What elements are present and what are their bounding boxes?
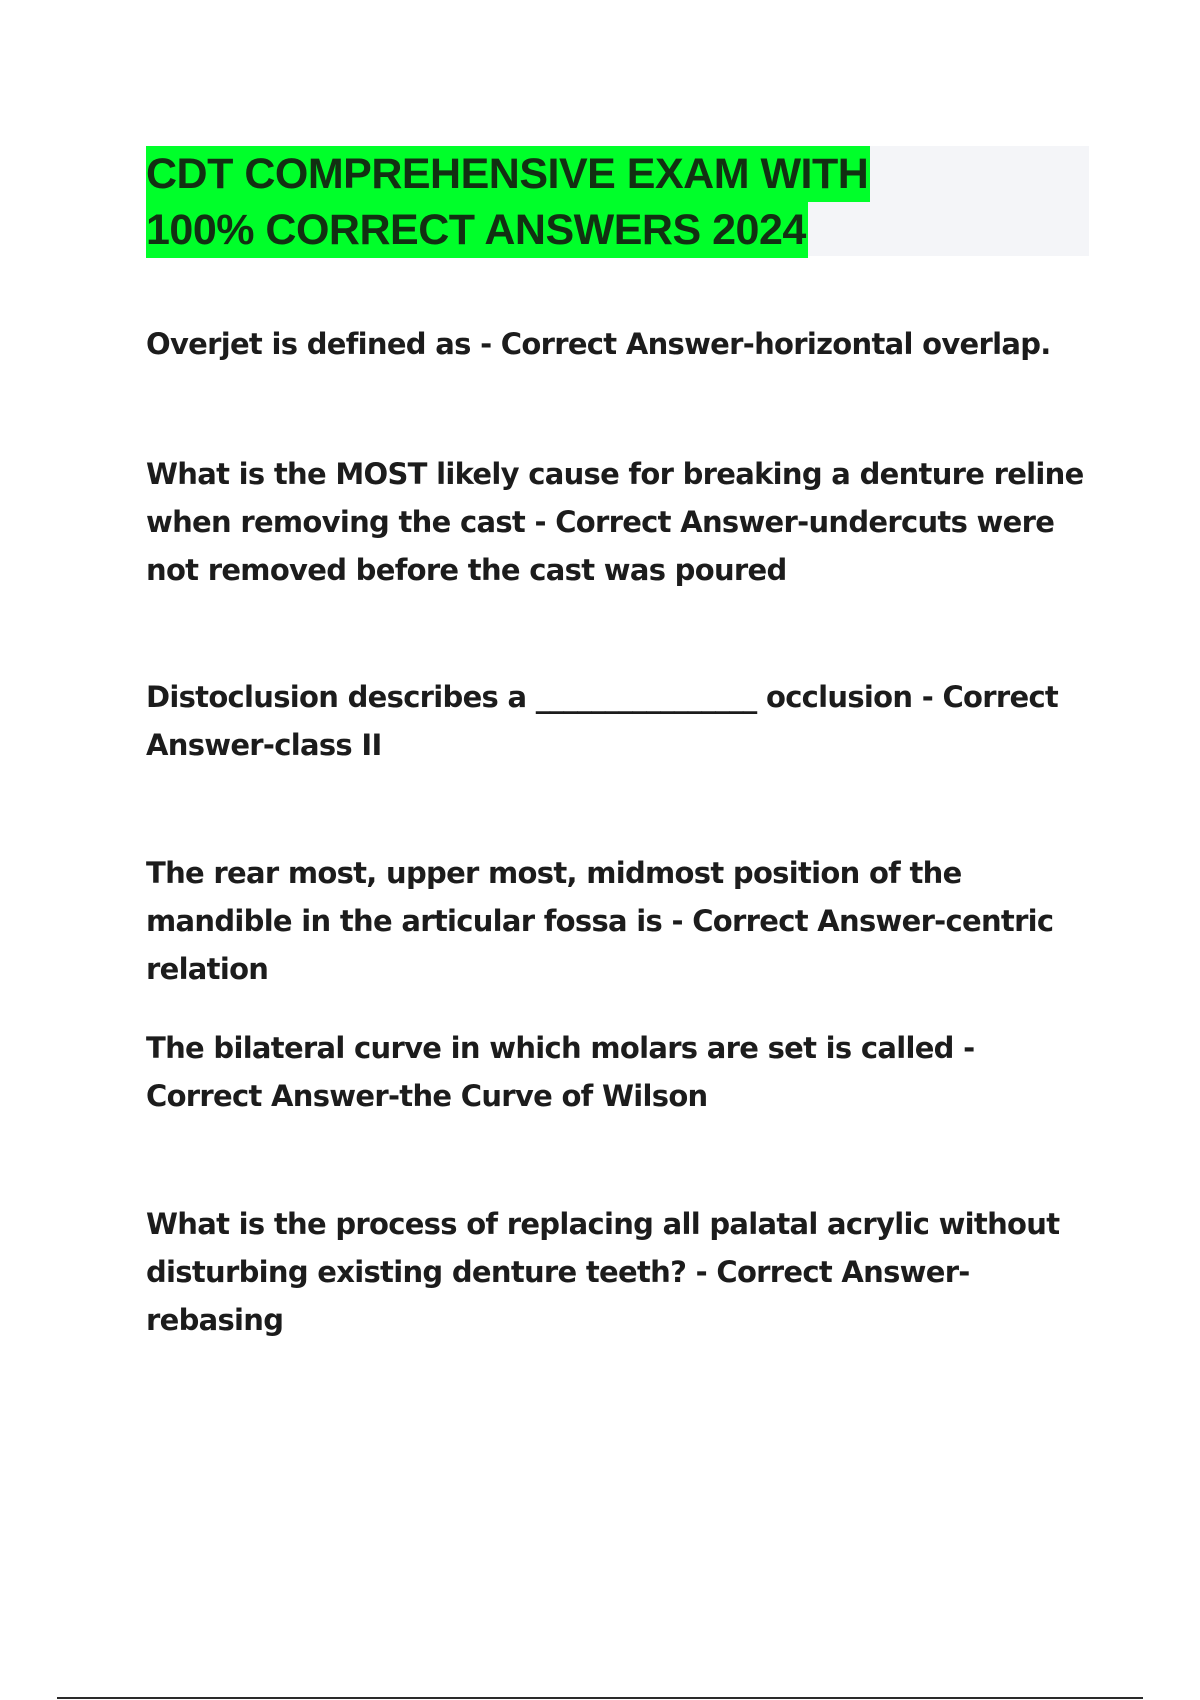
question-answer-3: Distoclusion describes a ________________ occlusion - Correct Answer-class II (146, 680, 1059, 762)
question-answer-6: What is the process of replacing all palatal acrylic without disturbing existing denture teeth? - Correct Answer-rebasing (146, 1207, 1060, 1337)
question-answer-2: What is the MOST likely cause for breaking a denture reline when removing the cast - Correct Answer-undercuts were not removed before the cast was poured (146, 457, 1084, 587)
document-title-line-1: CDT COMPREHENSIVE EXAM WITH (146, 146, 870, 202)
document-title-line-2: 100% CORRECT ANSWERS 2024 (146, 202, 808, 258)
question-answer-1: Overjet is defined as - Correct Answer-horizontal overlap. (146, 327, 1051, 361)
footer-divider (57, 1697, 1143, 1699)
question-answer-4: The rear most, upper most, midmost position of the mandible in the articular fossa is - Correct Answer-centric relation (146, 856, 1054, 986)
question-answer-5: The bilateral curve in which molars are set is called - Correct Answer-the Curve of Wilson (146, 1031, 975, 1113)
